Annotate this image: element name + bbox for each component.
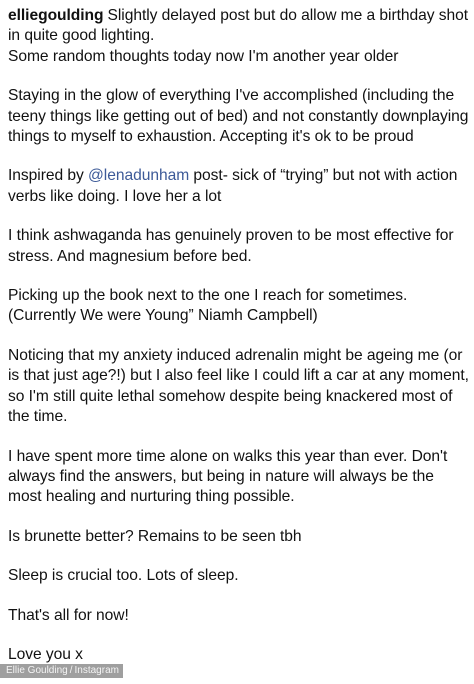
caption-paragraph-sleep: Sleep is crucial too. Lots of sleep. bbox=[8, 567, 239, 585]
mention-link[interactable]: @lenadunham bbox=[88, 167, 190, 185]
caption-paragraph-anxiety: Noticing that my anxiety induced adrenalin might be ageing me (or is that just age?!) but I also feel like I could lift a car at any moment, so I'm still quite lethal somehow despite being knackered most of the time. bbox=[8, 346, 469, 426]
caption-intro-text: Slightly delayed post but do allow me a birthday shot in quite good lighting. bbox=[8, 7, 469, 45]
inspired-text-before: Inspired by bbox=[8, 167, 89, 185]
post-caption bbox=[8, 6, 470, 684]
credit-separator: / bbox=[69, 665, 73, 676]
photo-credit bbox=[0, 664, 123, 678]
caption-paragraph-ashwaganda: I think ashwaganda has genuinely proven to be most effective for stress. And magnesium before bed. bbox=[8, 227, 454, 265]
caption-intro-line2: Some random thoughts today now I'm another year older bbox=[8, 47, 399, 65]
caption-paragraph-inspired bbox=[8, 166, 470, 207]
caption-paragraph-love: Love you x bbox=[8, 645, 83, 663]
caption-paragraph-walks: I have spent more time alone on walks this year than ever. Don't always find the answers, but being in nature will always be the most healing and nurturing thing possible. bbox=[8, 447, 448, 506]
caption-intro bbox=[8, 6, 470, 47]
credit-source: Instagram bbox=[74, 665, 119, 676]
caption-paragraph-brunette: Is brunette better? Remains to be seen tbh bbox=[8, 527, 302, 545]
username-link[interactable]: elliegoulding bbox=[8, 7, 104, 24]
caption-paragraph-glow: Staying in the glow of everything I've accomplished (including the teeny things like getting out of bed) and not constantly downplaying things to myself to exhaustion. Accepting it's ok to be proud bbox=[8, 87, 469, 146]
credit-name: Ellie Goulding bbox=[6, 665, 68, 676]
inspired-text-after: post- sick of “trying” but not with action verbs like doing. I love her a lot bbox=[8, 167, 458, 205]
caption-paragraph-thats-all: That's all for now! bbox=[8, 606, 129, 624]
caption-paragraph-book: Picking up the book next to the one I reach for sometimes. (Currently We were Young” Niamh Campbell) bbox=[8, 287, 408, 325]
